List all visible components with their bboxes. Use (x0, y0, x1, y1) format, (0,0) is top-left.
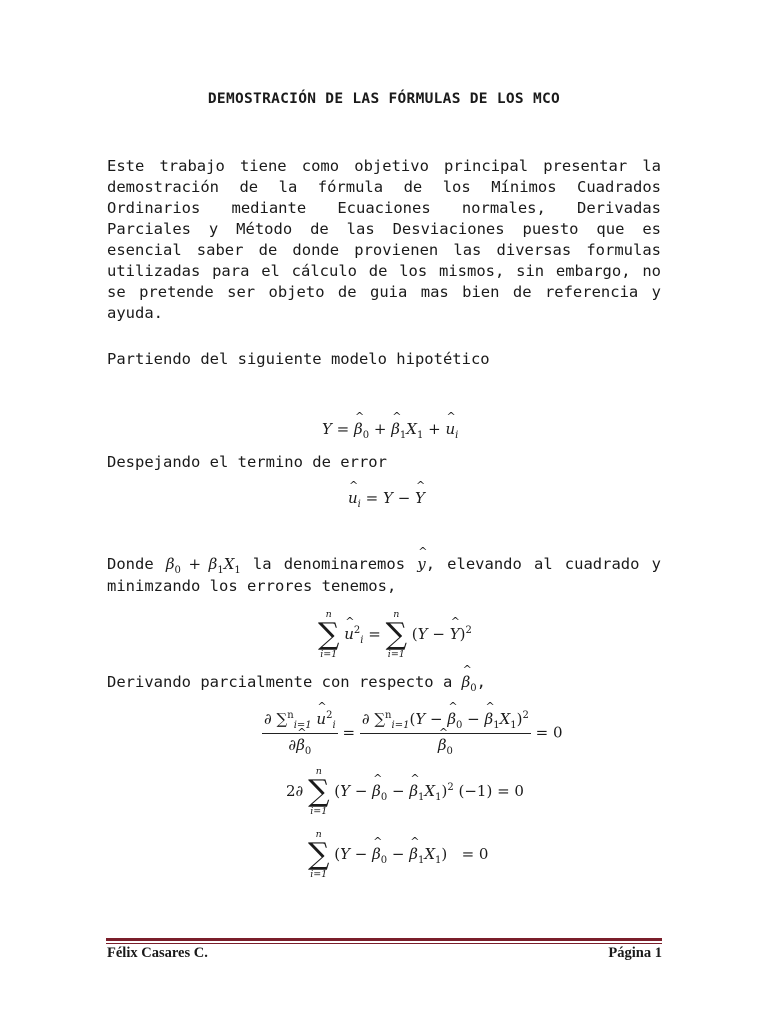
intro-paragraph: Este trabajo tiene como objetivo principal presentar la demostración de la fórmula de los Mínimos Cuadrados Ordinarios mediante Ecuaciones normales, Derivadas Parciales y Método de las Desviaciones puesto que es esencial saber de donde provienen las diversas formulas utilizadas para el cálculo de los mismos, sin embargo, no se pretende ser objeto de guia mas bien de referencia y ayuda. (107, 157, 661, 322)
third-equation: n ∑ i=1 (Y − ^ $\beta_0$ − ^ $\beta_1X_1) = 0$ (308, 830, 488, 880)
error-equation: ^ $u_i = Y$ − ^ Y (348, 489, 425, 510)
beta0-hat-symbol: ^ $\beta_0$ (462, 673, 477, 691)
second-equation: 2∂ n ∑ i=1 (Y − ^ $\beta_0$ − ^ $\beta_1X_1)^2$ (−1) = 0 (286, 767, 524, 817)
lhs-fraction: $\frac{\partial \sum^n_{i=1} \^{} u^2_i}{\partial\^{} \beta_0}$ (262, 710, 338, 757)
donde-word: Donde (107, 555, 154, 573)
minimizando-text: minimzando los errores tenemos, (107, 577, 397, 595)
denominaremos-text: la denominaremos (252, 555, 406, 573)
footer-author: Félix Casares C. (107, 945, 208, 961)
despejando-text: Despejando el termino de error (107, 453, 387, 471)
sum-squares-equation: n ∑ i=1 ^ $u^2_i$ = n ∑ i=1 (Y − ^ Y)$^2$ (318, 610, 472, 660)
beta-expression: $\beta_0 + \beta_1X_1$ (165, 555, 241, 576)
footer-rule-thick (106, 938, 662, 941)
partial-derivative-equation: $\frac{\partial \sum^n_{i=1} \^{} u^2_i}{\partial\^{} \beta_0}$ = ∂ ∑$^n_{i=1}$(Y − ^ $\beta_0$ − ^ $\beta_1X_1)^2$ ^ $\beta_0$ = 0 (262, 710, 563, 757)
model-equation: Y = ^ $\beta_0$ + ^ $\beta_1X_1$ + ^ $u_i$ (322, 420, 458, 441)
y-hat-symbol: ^ y (417, 555, 425, 573)
rhs-fraction: ∂ ∑$^n_{i=1}$(Y − ^ $\beta_0$ − ^ $\beta_1X_1)^2$ ^ $\beta_0$ (360, 710, 531, 757)
footer-page-number: Página 1 (608, 945, 662, 961)
donde-line (107, 555, 661, 576)
document-title: DEMOSTRACIÓN DE LAS FÓRMULAS DE LOS MCO (207, 91, 561, 107)
derivando-label: Derivando parcialmente con respecto a (107, 673, 453, 691)
derivando-text: Derivando parcialmente con respecto a ^ $\beta_0$, (107, 673, 486, 694)
footer-rule-thin (106, 943, 662, 944)
elevando-text: , elevando al cuadrado y (425, 555, 661, 573)
model-intro-text: Partiendo del siguiente modelo hipotético (107, 350, 490, 368)
